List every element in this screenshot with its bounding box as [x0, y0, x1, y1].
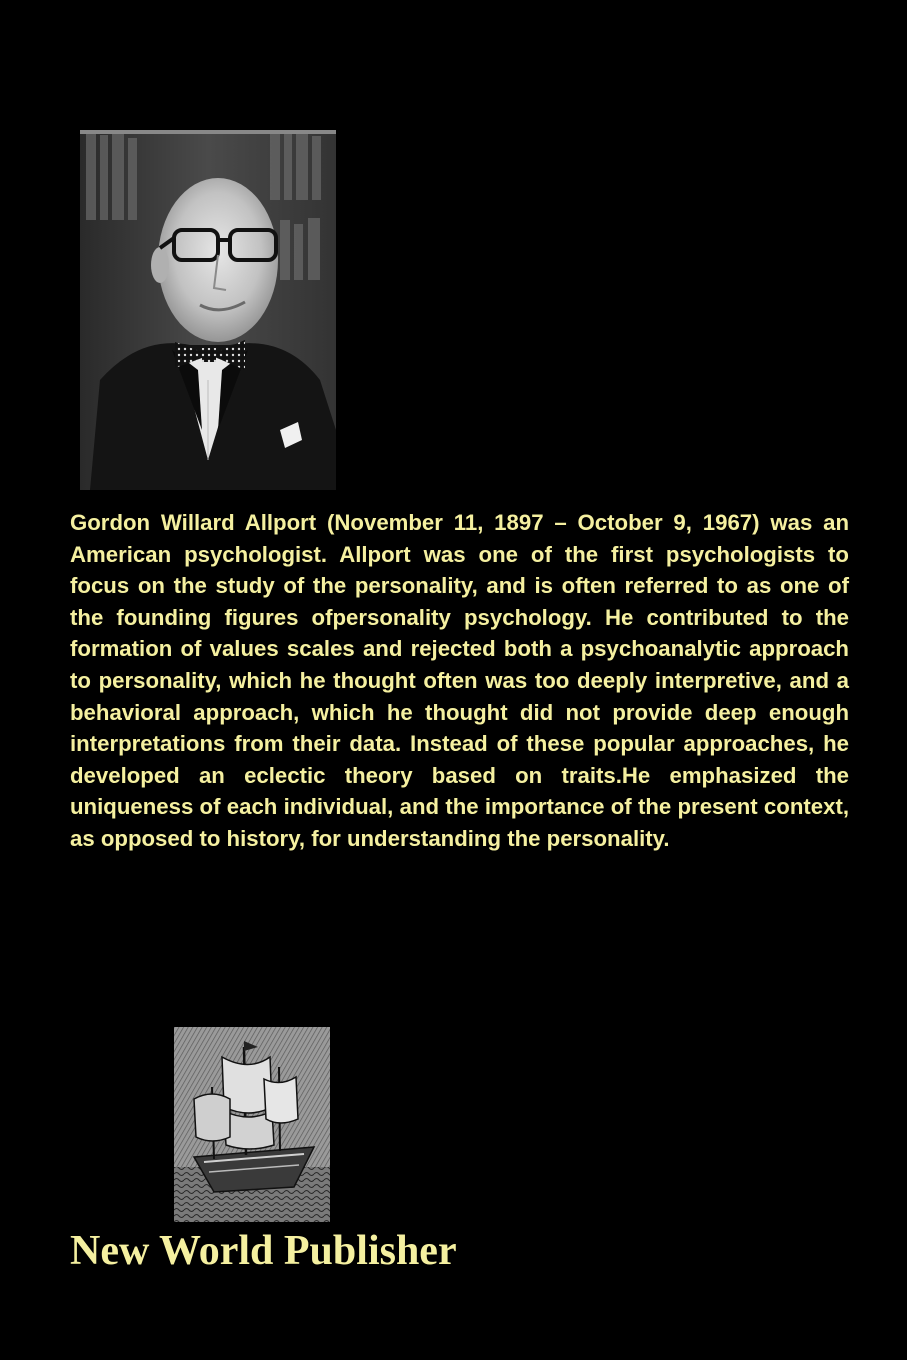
- ship-icon: [174, 1027, 330, 1222]
- author-biography: Gordon Willard Allport (November 11, 1897 – October 9, 1967) was an American psychologist. Allport was one of the first psychologists to focus on the study of the personality, and is often referred to as one of the founding figures ofpersonality psychology. He contributed to the formation of values scales and rejected both a psychoanalytic approach to personality, which he thought often was too deeply interpretive, and a behavioral approach, which he thought did not provide deep enough interpretations from their data. Instead of these popular approaches, he developed an eclectic theory based on traits.He emphasized the uniqueness of each individual, and the importance of the present context, as opposed to history, for understanding the personality.: [70, 510, 849, 851]
- author-portrait: [80, 130, 336, 490]
- portrait-image: [80, 130, 336, 490]
- publisher-name: New World Publisher: [70, 1228, 457, 1274]
- publisher-ship-logo: [174, 1027, 330, 1222]
